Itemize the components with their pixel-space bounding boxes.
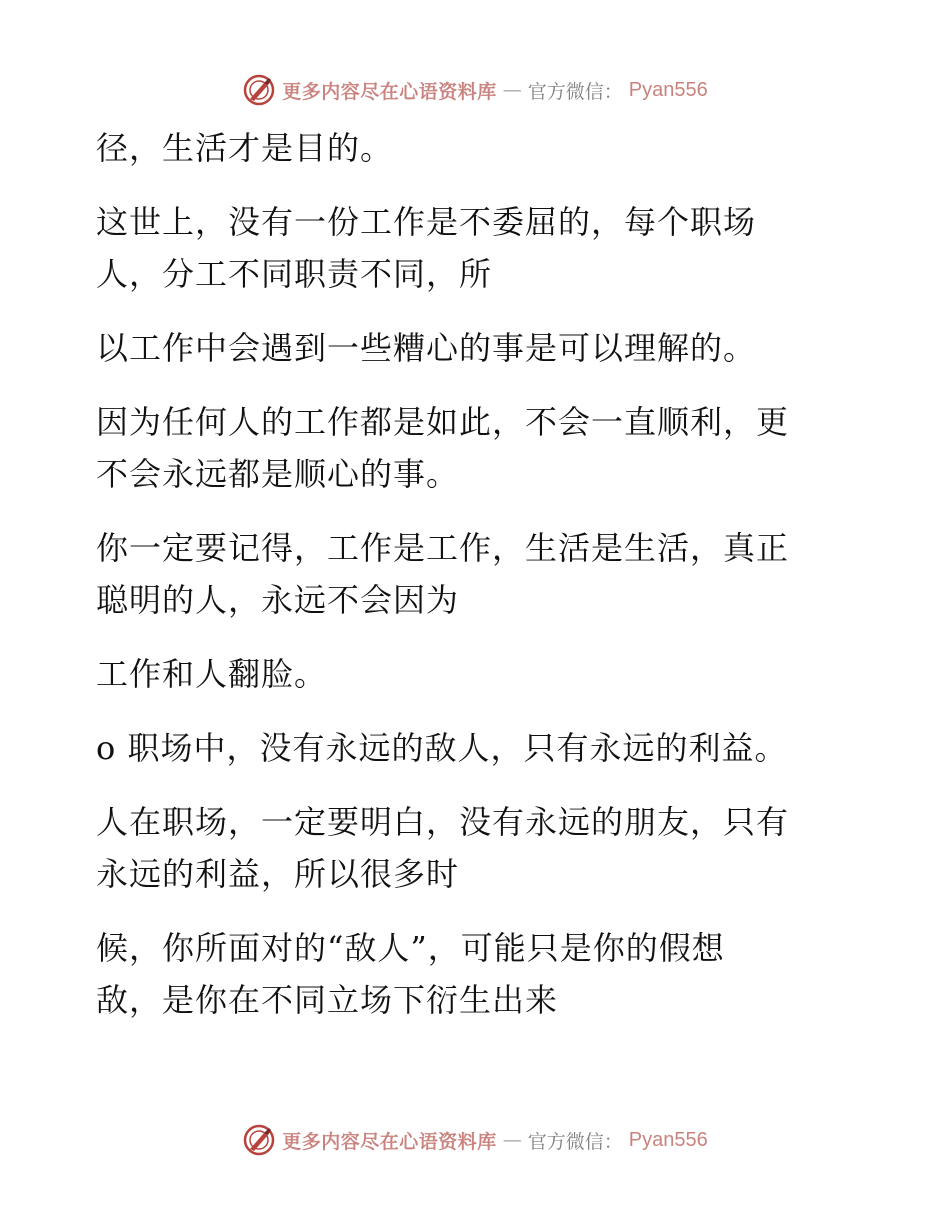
paragraph-line: 候，你所面对的“敌人”，可能只是你的假想 <box>96 929 725 967</box>
watermark-separator: — <box>502 79 522 101</box>
watermark-wechat-id: Pyan556 <box>628 78 708 101</box>
watermark-banner-bottom <box>0 1120 950 1160</box>
paragraph-line: 这世上，没有一份工作是不委屈的，每个职场 <box>96 203 757 241</box>
watermark-title: 更多内容尽在心语资料库 <box>282 80 497 103</box>
watermark-wechat-id: Pyan556 <box>628 1128 708 1151</box>
paragraph-line: 以工作中会遇到一些糟心的事是可以理解的。 <box>96 329 757 367</box>
paragraph-line: 工作和人翻脸。 <box>96 655 328 693</box>
watermark-official-label: 官方微信： <box>527 80 623 103</box>
pen-logo-icon <box>242 73 276 107</box>
document-body <box>96 122 856 1026</box>
paragraph-line: 敌，是你在不同立场下衍生出来 <box>96 981 559 1019</box>
watermark-banner-top <box>0 70 950 110</box>
paragraph-line: 人，分工不同职责不同，所 <box>96 255 493 293</box>
paragraph-line: 永远的利益，所以很多时 <box>96 855 460 893</box>
paragraph-line: 你一定要记得，工作是工作，生活是生活，真正 <box>96 529 790 567</box>
paragraph-line: 不会永远都是顺心的事。 <box>96 455 460 493</box>
watermark-title: 更多内容尽在心语资料库 <box>282 1130 497 1153</box>
paragraph-line: 因为任何人的工作都是如此，不会一直顺利，更 <box>96 403 790 441</box>
paragraph-line: 聪明的人，永远不会因为 <box>96 581 460 619</box>
pen-logo-icon <box>242 1123 276 1157</box>
paragraph-line: o 职场中，没有永远的敌人，只有永远的利益。 <box>96 729 788 767</box>
watermark-separator: — <box>502 1129 522 1151</box>
paragraph-line: 径，生活才是目的。 <box>96 129 394 167</box>
watermark-official-label: 官方微信： <box>527 1130 623 1153</box>
paragraph-line: 人在职场，一定要明白，没有永远的朋友，只有 <box>96 803 790 841</box>
